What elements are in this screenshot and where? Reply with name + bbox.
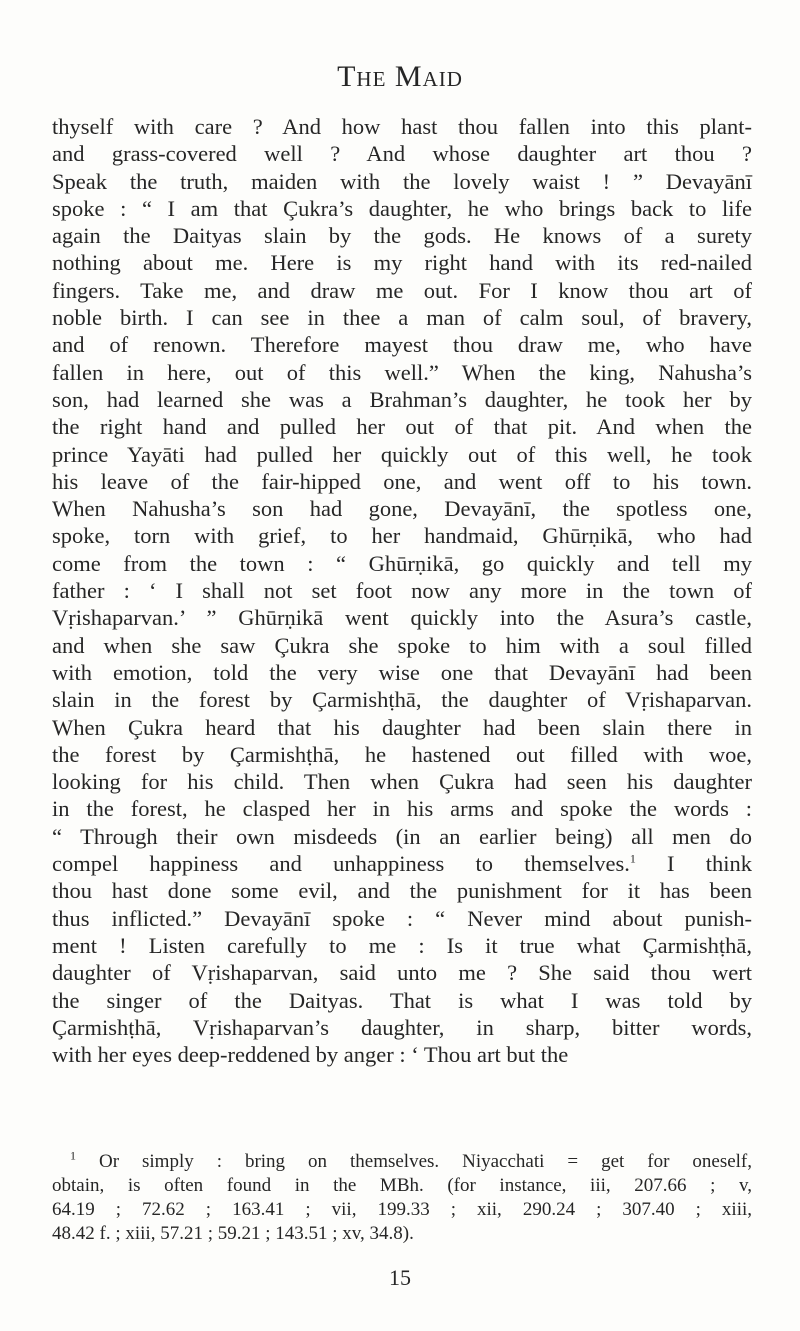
text-line: spoke, torn with grief, to her handmaid, Ghūrṇikā, who had [52,523,752,549]
text-line: fallen in here, out of this well.” When the king, Nahusha’s [52,359,752,385]
text-line: in the forest, he clasped her in his arms and spoke the words : [52,796,752,822]
text-line: the forest by Çarmishṭhā, he hastened out filled with woe, [52,741,752,767]
text-line: noble birth. I can see in thee a man of calm soul, of bravery, [52,305,752,331]
text-line: daughter of Vṛishaparvan, said unto me ? She said thou wert [52,960,752,986]
text-line: with her eyes deep-reddened by anger : ‘ Thou art but the [52,1042,569,1068]
text-line: thou hast done some evil, and the punishment for it has been [52,878,752,904]
text-line-tail: I think [635,851,752,877]
footnote-reference: 1 [629,851,636,866]
text-line: son, had learned she was a Brahman’s daughter, he took her by [52,386,752,412]
text-line: and of renown. Therefore mayest thou draw me, who have [52,332,752,358]
footnote [52,1150,752,1246]
page-number: 15 [389,1265,411,1290]
footnote-line: 64.19 ; 72.62 ; 163.41 ; vii, 199.33 ; xii, 290.24 ; 307.40 ; xiii, [52,1199,752,1220]
text-line: come from the town : “ Ghūrṇikā, go quickly and tell my [52,550,752,576]
text-line: When Nahusha’s son had gone, Devayānī, the spotless one, [52,496,752,522]
text-line: nothing about me. Here is my right hand with its red-nailed [52,250,752,276]
text-line: the right hand and pulled her out of that pit. And when the [52,414,752,440]
text-line: and grass-covered well ? And whose daughter art thou ? [52,141,752,167]
footnote-line: obtain, is often found in the MBh. (for instance, iii, 207.66 ; v, [52,1175,752,1196]
text-line: “ Through their own misdeeds (in an earlier being) all men do [52,823,752,849]
text-line: and when she saw Çukra she spoke to him with a soul filled [52,632,752,658]
text-line: slain in the forest by Çarmishṭhā, the daughter of Vṛishaparvan. [52,687,752,713]
text-line: the singer of the Daityas. That is what I was told by [52,987,752,1013]
text-line: fingers. Take me, and draw me out. For I know thou art of [52,277,752,303]
text-line-head: compel happiness and unhappiness to themselves. [52,851,630,877]
text-line: father : ‘ I shall not set foot now any more in the town of [52,578,752,604]
text-line: looking for his child. Then when Çukra had seen his daughter [52,769,752,795]
text-line: his leave of the fair-hipped one, and went off to his town. [52,468,752,494]
text-line: with emotion, told the very wise one that Devayānī had been [52,659,752,685]
text-line: Vṛishaparvan.’ ” Ghūrṇikā went quickly into the Asura’s castle, [52,605,752,631]
text-line-with-footnote [52,850,752,877]
text-line: spoke : “ I am that Çukra’s daughter, he who brings back to life [52,195,752,221]
text-line: again the Daityas slain by the gods. He knows of a surety [52,223,752,249]
footnote-line: 48.42 f. ; xiii, 57.21 ; 59.21 ; 143.51 ; xv, 34.8). [52,1223,414,1244]
text-line: Çarmishṭhā, Vṛishaparvan’s daughter, in sharp, bitter words, [52,1014,752,1040]
text-line: thyself with care ? And how hast thou fallen into this plant- [52,114,752,139]
footnote-text: Or simply : bring on themselves. Niyacchati = get for oneself, [76,1151,752,1172]
text-line: ment ! Listen carefully to me : Is it true what Çarmishṭhā, [52,932,752,958]
text-line: Speak the truth, maiden with the lovely waist ! ” Devayānī [52,168,752,194]
text-line: When Çukra heard that his daughter had been slain there in [52,714,752,740]
text-line: prince Yayāti had pulled her quickly out of this well, he took [52,441,752,467]
body-text [52,113,752,1068]
footnote-marker: 1 [70,1148,76,1163]
text-line: thus inflicted.” Devayānī spoke : “ Never mind about punish- [52,905,752,931]
running-header: The Maid [337,60,463,93]
footnote-line [52,1150,752,1174]
